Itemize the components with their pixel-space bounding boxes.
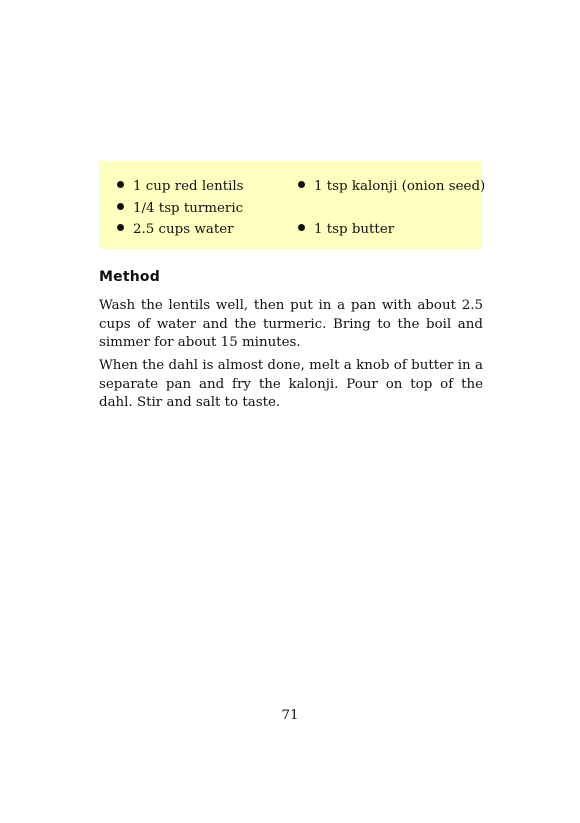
- bullet-icon: [298, 181, 305, 188]
- method-heading: Method: [99, 269, 160, 285]
- ingredient-label: 2.5 cups water: [133, 222, 234, 237]
- ingredient-label: 1 tsp kalonji (onion seed): [314, 179, 486, 194]
- ingredient-item: [117, 178, 244, 196]
- ingredient-item: [117, 221, 234, 239]
- ingredient-label: 1/4 tsp turmeric: [133, 201, 244, 216]
- ingredient-label: 1 tsp butter: [314, 222, 395, 237]
- bullet-icon: [117, 203, 124, 210]
- ingredients-box: [99, 161, 486, 249]
- ingredient-item: [298, 178, 485, 196]
- ingredient-item: [298, 221, 394, 239]
- page-number: 71: [281, 708, 299, 723]
- method-paragraph: Wash the lentils well, then put in a pan with about 2.5 cups of water and the turmeric. Bring to the boil and simmer for about 15 minutes.: [99, 298, 483, 350]
- method-paragraph: When the dahl is almost done, melt a knob of butter in a separate pan and fry the kalonji. Pour on top of the dahl. Stir and salt to taste.: [99, 358, 483, 410]
- bullet-icon: [117, 224, 124, 231]
- bullet-icon: [298, 224, 305, 231]
- ingredient-label: 1 cup red lentils: [133, 179, 244, 194]
- bullet-icon: [117, 181, 124, 188]
- ingredient-item: [117, 200, 243, 218]
